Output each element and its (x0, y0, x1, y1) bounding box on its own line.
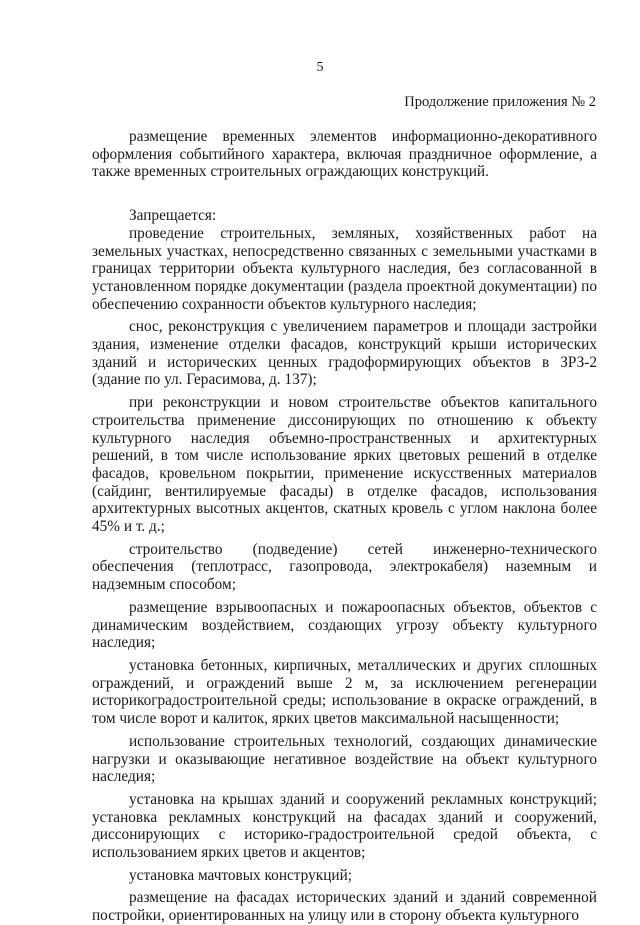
prohibition-item: установка мачтовых конструкций; (129, 866, 353, 884)
prohibition-item: использование строительных технологий, создающих динамические нагрузки и оказывающие негативное воздействие на объект культурного наследия; (92, 732, 597, 786)
prohibition-item: установка бетонных, кирпичных, металлических и других сплошных ограждений, и ограждений выше 2 м, за исключением регенерации историкоградостроительной среды; использование в окраске ограждений, в том числе ворот и калиток, ярких цветов максимальной насыщенности; (92, 656, 597, 728)
prohibited-heading: Запрещается: (129, 207, 217, 225)
prohibition-item: размещение взрывоопасных и пожароопасных объектов, объектов с динамическим воздействием, создающих угрозу объекту культурного наследия; (92, 598, 597, 652)
page-number: 5 (316, 60, 324, 75)
prohibition-item: строительство (подведение) сетей инженерно-технического обеспечения (теплотрасс, газопровода, электрокабеля) наземным и надземным способом; (92, 540, 597, 594)
appendix-continuation-note: Продолжение приложения № 2 (404, 94, 596, 110)
prohibition-item: при реконструкции и новом строительстве объектов капитального строительства применение диссонирующих по отношению к объекту культурного наследия объемно-пространственных и архитектурных решений, в том числе использование ярких цветовых решений в отделке фасадов, кровельном покрытии, применение искусственных материалов (сайдинг, вентилируемые фасады) в отделке фасадов, использования архитектурных высотных акцентов, скатных кровель с углом наклона более 45% и т. д.; (92, 394, 597, 536)
document-body (92, 128, 597, 925)
prohibition-item: установка на крышах зданий и сооружений рекламных конструкций; установка рекламных конструкций на фасадах зданий и сооружений, диссонирующих с историко-градостроительной средой объекта, с использованием ярких цветов и акцентов; (92, 790, 597, 862)
prohibition-item: проведение строительных, земляных, хозяйственных работ на земельных участках, непосредственно связанных с земельными участками в границах территории объекта культурного наследия, без согласованной в установленном порядке документации (раздела проектной документации) по обеспечению сохранности объектов культурного наследия; (92, 224, 597, 313)
prohibition-item: размещение на фасадах исторических зданий и зданий современной постройки, ориентированных на улицу или в сторону объекта культурного (92, 889, 597, 925)
prohibition-item: снос, реконструкция с увеличением параметров и площади застройки здания, изменение отделки фасадов, конструкций крыши исторических зданий и исторических ценных градоформирующих объектов в ЗРЗ-2 (здание по ул. Герасимова, д. 137); (92, 318, 597, 389)
intro-paragraph: размещение временных элементов информационно-декоративного оформления событийного характера, включая праздничное оформление, а также временных строительных ограждающих конструкций. (92, 128, 597, 181)
